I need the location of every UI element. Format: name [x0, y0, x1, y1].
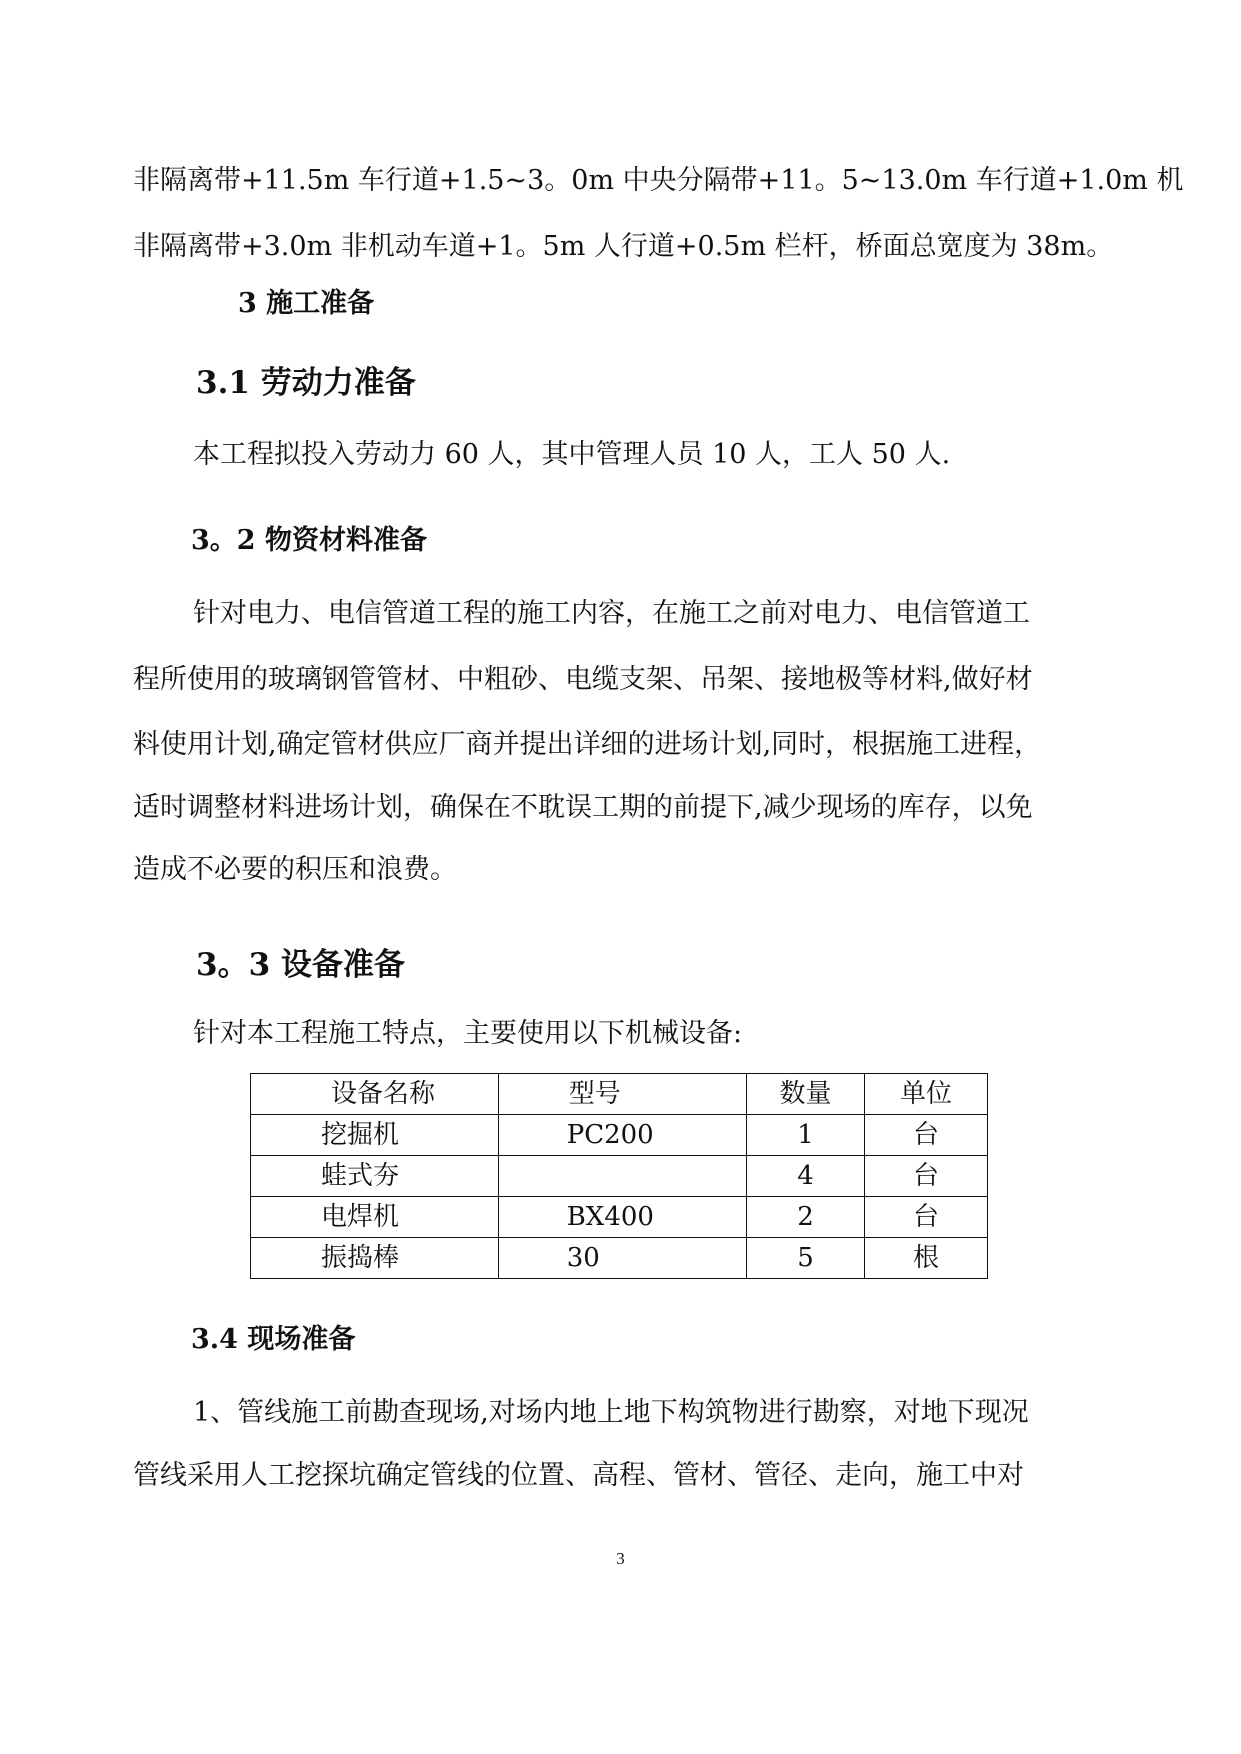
table-header-cell: 数量 — [747, 1074, 865, 1115]
table-cell: 台 — [864, 1197, 987, 1238]
table-header-cell: 型号 — [498, 1074, 746, 1115]
table-cell: 1 — [747, 1115, 865, 1156]
body-text-line: 料使用计划,确定管材供应厂商并提出详细的进场计划,同时，根据施工进程， — [133, 729, 1042, 760]
table-cell: 振捣棒 — [251, 1238, 499, 1279]
table-row — [251, 1238, 988, 1279]
body-text-line: 非隔离带+11.5m 车行道+1.5~3。0m 中央分隔带+11。5~13.0m 车行道+1.0m 机 — [133, 165, 1184, 196]
body-text-line: 适时调整材料进场计划，确保在不耽误工期的前提下,减少现场的库存，以免 — [133, 792, 1033, 823]
table-cell: PC200 — [498, 1115, 746, 1156]
subsection-heading: 3。3 设备准备 — [196, 947, 405, 983]
table-cell: BX400 — [498, 1197, 746, 1238]
table-row — [251, 1156, 988, 1197]
table-header-cell: 设备名称 — [251, 1074, 499, 1115]
table-cell: 台 — [864, 1115, 987, 1156]
body-text-line: 管线采用人工挖探坑确定管线的位置、高程、管材、管径、走向，施工中对 — [133, 1460, 1024, 1491]
body-text-line: 造成不必要的积压和浪费。 — [133, 854, 457, 885]
table-cell — [498, 1156, 746, 1197]
table-row — [251, 1115, 988, 1156]
body-text-line: 针对电力、电信管道工程的施工内容，在施工之前对电力、电信管道工 — [193, 598, 1030, 629]
table-cell: 蛙式夯 — [251, 1156, 499, 1197]
table-cell: 30 — [498, 1238, 746, 1279]
body-text-line: 1、管线施工前勘查现场,对场内地上地下构筑物进行勘察，对地下现况 — [193, 1397, 1029, 1428]
body-text-line: 针对本工程施工特点，主要使用以下机械设备: — [193, 1018, 743, 1049]
table-cell: 5 — [747, 1238, 865, 1279]
table-cell: 4 — [747, 1156, 865, 1197]
table-header-row — [251, 1074, 988, 1115]
body-text-line: 本工程拟投入劳动力 60 人，其中管理人员 10 人，工人 50 人. — [193, 439, 951, 470]
table-cell: 根 — [864, 1238, 987, 1279]
body-text-line: 程所使用的玻璃钢管管材、中粗砂、电缆支架、吊架、接地极等材料,做好材 — [133, 664, 1033, 695]
table-cell: 挖掘机 — [251, 1115, 499, 1156]
table-row — [251, 1197, 988, 1238]
equipment-table — [250, 1073, 988, 1279]
subsection-heading: 3。2 物资材料准备 — [191, 525, 427, 556]
table-cell: 2 — [747, 1197, 865, 1238]
table-cell: 台 — [864, 1156, 987, 1197]
subsection-heading: 3.4 现场准备 — [191, 1324, 356, 1355]
subsection-heading: 3.1 劳动力准备 — [196, 365, 416, 401]
body-text-line: 非隔离带+3.0m 非机动车道+1。5m 人行道+0.5m 栏杆，桥面总宽度为 38m。 — [133, 231, 1114, 262]
table-header-cell: 单位 — [864, 1074, 987, 1115]
table-cell: 电焊机 — [251, 1197, 499, 1238]
page-number: 3 — [616, 1549, 625, 1568]
section-heading: 3 施工准备 — [238, 288, 375, 319]
